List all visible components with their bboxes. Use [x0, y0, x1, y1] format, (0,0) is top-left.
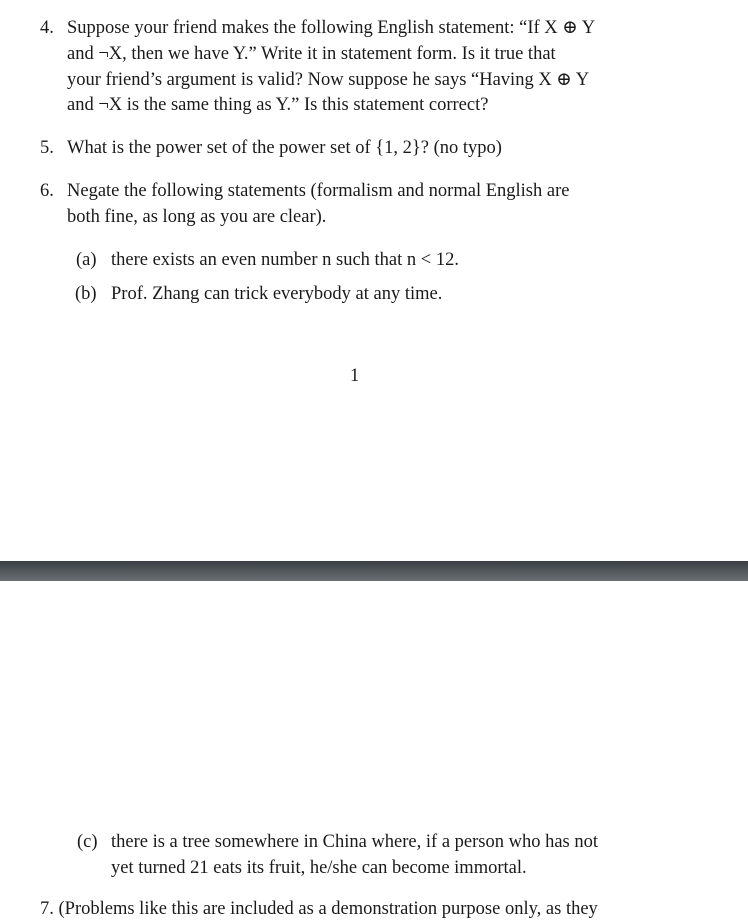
question-number-5: 5.	[40, 138, 54, 158]
question-5-line-1: What is the power set of the power set of {1, 2}? (no typo)	[67, 138, 502, 158]
question-4-line-2: and ¬X, then we have Y.” Write it in statement form. Is it true that	[67, 44, 556, 64]
subquestion-c-label: (c)	[77, 832, 98, 852]
page-break-separator	[0, 561, 748, 581]
question-number-6: 6.	[40, 181, 54, 201]
question-4-line-3: your friend’s argument is valid? Now suppose he says “Having X ⊕ Y	[67, 70, 590, 90]
subquestion-b-text: Prof. Zhang can trick everybody at any time.	[111, 284, 443, 304]
subquestion-c-line-1: there is a tree somewhere in China where, if a person who has not	[111, 832, 599, 852]
subquestion-a-label: (a)	[76, 250, 97, 270]
subquestion-c-line-2: yet turned 21 eats its fruit, he/she can become immortal.	[111, 858, 527, 878]
question-number-4: 4.	[40, 18, 54, 38]
subquestion-a-text: there exists an even number n such that n < 12.	[111, 250, 459, 270]
page-number: 1	[350, 366, 360, 386]
question-7-cutoff-line: 7. (Problems like this are included as a demonstration purpose only, as they	[40, 899, 598, 919]
question-6-line-1: Negate the following statements (formalism and normal English are	[67, 181, 570, 201]
document-page-2	[0, 581, 748, 919]
question-6-line-2: both fine, as long as you are clear).	[67, 207, 327, 227]
question-4-line-4: and ¬X is the same thing as Y.” Is this statement correct?	[67, 95, 489, 115]
question-4-line-1: Suppose your friend makes the following English statement: “If X ⊕ Y	[67, 18, 596, 38]
subquestion-b-label: (b)	[75, 284, 97, 304]
